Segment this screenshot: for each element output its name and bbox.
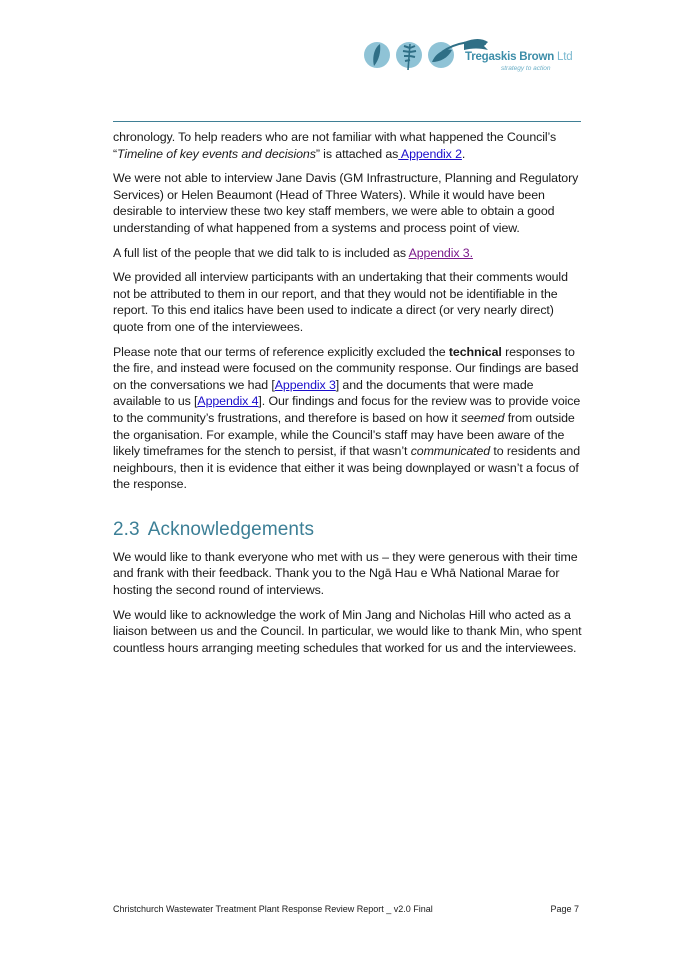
paragraph-terms-of-reference: Please note that our terms of reference explicitly excluded the technical responses to the fire, and instead were focused on the community response. Our findings are based on the conversations we had [Appendix 3] and the documents that were made available to us [Appendix 4]. Our findings and focus for the review was to provide voice to the community’s frustrations, and therefore is based on how it seemed from outside the organisation. For example, while the Council’s staff may have been aware of the likely timeframes for the stench to persist, if that wasn’t communicated to residents and neighbours, then it is evidence that either it was being downplayed or wasn’t a focus of the response. [113, 344, 581, 492]
paragraph-undertaking: We provided all interview participants with an undertaking that their comments would not be attributed to them in our report, and that they would not be identifiable in the report. To this end italics have been used to indicate a direct (or very nearly direct) quote from one of the interviewees. [113, 270, 568, 334]
paragraph-chronology: chronology. To help readers who are not familiar with what happened the Council’s “Timeline of key events and decisions” is attached as Appendix 2. [113, 130, 557, 161]
footer-page-number: Page 7 [550, 904, 579, 914]
appendix-3-inline-link[interactable]: Appendix 3 [274, 377, 336, 392]
appendix-3-link[interactable]: Appendix 3. [408, 245, 473, 260]
paragraph-people-list: A full list of the people that we did talk to is included as Appendix 3. [113, 245, 473, 260]
header-divider [113, 121, 581, 122]
paragraph-thanks: We would like to thank everyone who met with us – they were generous with their time and frank with their feedback. Thank you to the Ngā Hau e Whā National Marae for hosting the second round of interviews. [113, 549, 578, 598]
brand-tagline: strategy to action [501, 65, 551, 72]
section-heading [113, 519, 583, 541]
appendix-2-link[interactable]: Appendix 2 [398, 146, 462, 161]
brand-suffix: Ltd [557, 51, 573, 63]
main-content [113, 129, 583, 664]
company-logo [364, 38, 573, 78]
paragraph-not-interviewed: We were not able to interview Jane Davis (GM Infrastructure, Planning and Regulatory Services) or Helen Beaumont (Head of Three Waters). While it would have been desirable to interview these two key staff members, we were able to obtain a good understanding of what happened from a systems and process point of view. [113, 171, 579, 235]
appendix-4-link[interactable]: Appendix 4 [197, 394, 259, 409]
brand-name: Tregaskis Brown Ltd [465, 51, 573, 63]
footer-report-title: Christchurch Wastewater Treatment Plant Response Review Report _ v2.0 Final [113, 904, 433, 914]
section-title: Acknowledgements [147, 518, 315, 540]
paragraph-liaison: We would like to acknowledge the work of Min Jang and Nicholas Hill who acted as a liaison between us and the Council. In particular, we would like to thank Min, who spent countless hours arranging meeting schedules that worked for us and the interviewees. [113, 607, 582, 655]
section-number: 2.3 [113, 518, 140, 540]
